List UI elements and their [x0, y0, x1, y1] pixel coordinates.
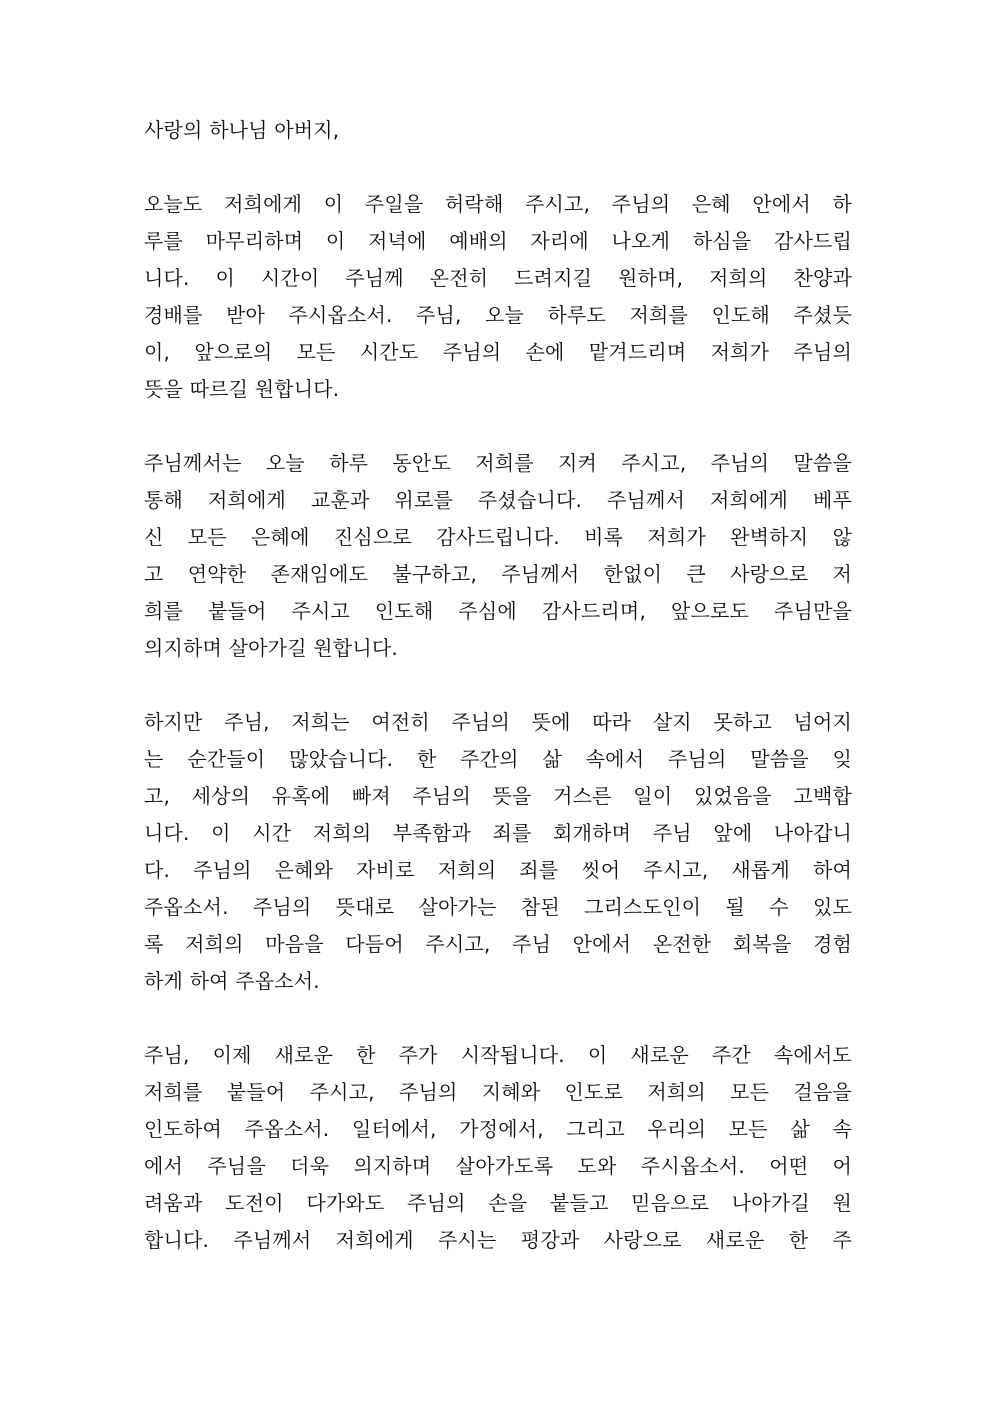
text-line: 루를 마무리하며 이 저녁에 예배의 자리에 나오게 하심을 감사드립: [144, 229, 852, 253]
text-line: 하게 하여 주옵소서.: [144, 969, 320, 993]
paragraph-2: [144, 445, 852, 667]
text-line: 합니다. 주님께서 저희에게 주시는 평강과 사랑으로 새로운 한 주: [144, 1228, 852, 1252]
text-line: 니다. 이 시간이 주님께 온전히 드려지길 원하며, 저희의 찬양과: [144, 266, 852, 290]
text-line: 다. 주님의 은혜와 자비로 저희의 죄를 씻어 주시고, 새롭게 하여: [144, 858, 852, 882]
text-line: 에서 주님을 더욱 의지하며 살아가도록 도와 주시옵소서. 어떤 어: [144, 1154, 852, 1178]
text-line: 오늘도 저희에게 이 주일을 허락해 주시고, 주님의 은혜 안에서 하: [144, 192, 852, 216]
text-line: 인도하여 주옵소서. 일터에서, 가정에서, 그리고 우리의 모든 삶 속: [144, 1117, 852, 1141]
prayer-text: [144, 112, 852, 1296]
text-line: 려움과 도전이 다가와도 주님의 손을 붙들고 믿음으로 나아가길 원: [144, 1191, 852, 1215]
body-paragraphs: [144, 186, 852, 1259]
paragraph-3: [144, 704, 852, 1000]
text-line: 니다. 이 시간 저희의 부족함과 죄를 회개하며 주님 앞에 나아갑니: [144, 821, 852, 845]
text-line: 주님께서는 오늘 하루 동안도 저희를 지켜 주시고, 주님의 말씀을: [144, 451, 852, 475]
greeting-paragraph: [144, 112, 852, 149]
text-line: 신 모든 은혜에 진심으로 감사드립니다. 비록 저희가 완벽하지 않: [144, 525, 852, 549]
text-line: 의지하며 살아가길 원합니다.: [144, 636, 398, 660]
text-line: 는 순간들이 많았습니다. 한 주간의 삶 속에서 주님의 말씀을 잊: [144, 747, 852, 771]
text-line: 뜻을 따르길 원합니다.: [144, 377, 340, 401]
text-line: 주님, 이제 새로운 한 주가 시작됩니다. 이 새로운 주간 속에서도: [144, 1043, 852, 1067]
text-line: 고 연약한 존재임에도 불구하고, 주님께서 한없이 큰 사랑으로 저: [144, 562, 852, 586]
text-line: 록 저희의 마음을 다듬어 주시고, 주님 안에서 온전한 회복을 경험: [144, 932, 852, 956]
text-line: 통해 저희에게 교훈과 위로를 주셨습니다. 주님께서 저희에게 베푸: [144, 488, 852, 512]
paragraph-4: [144, 1037, 852, 1259]
text-line: 고, 세상의 유혹에 빠져 주님의 뜻을 거스른 일이 있었음을 고백합: [144, 784, 852, 808]
text-line: 저희를 붙들어 주시고, 주님의 지혜와 인도로 저희의 모든 걸음을: [144, 1080, 852, 1104]
paragraph-1: [144, 186, 852, 408]
text-line: 경배를 받아 주시옵소서. 주님, 오늘 하루도 저희를 인도해 주셨듯: [144, 303, 852, 327]
text-line: 이, 앞으로의 모든 시간도 주님의 손에 맡겨드리며 저희가 주님의: [144, 340, 852, 364]
text-line: 하지만 주님, 저희는 여전히 주님의 뜻에 따라 살지 못하고 넘어지: [144, 710, 852, 734]
text-line: 희를 붙들어 주시고 인도해 주심에 감사드리며, 앞으로도 주님만을: [144, 599, 852, 623]
text-line: 주옵소서. 주님의 뜻대로 살아가는 참된 그리스도인이 될 수 있도: [144, 895, 852, 919]
greeting-line: 사랑의 하나님 아버지,: [144, 118, 340, 142]
